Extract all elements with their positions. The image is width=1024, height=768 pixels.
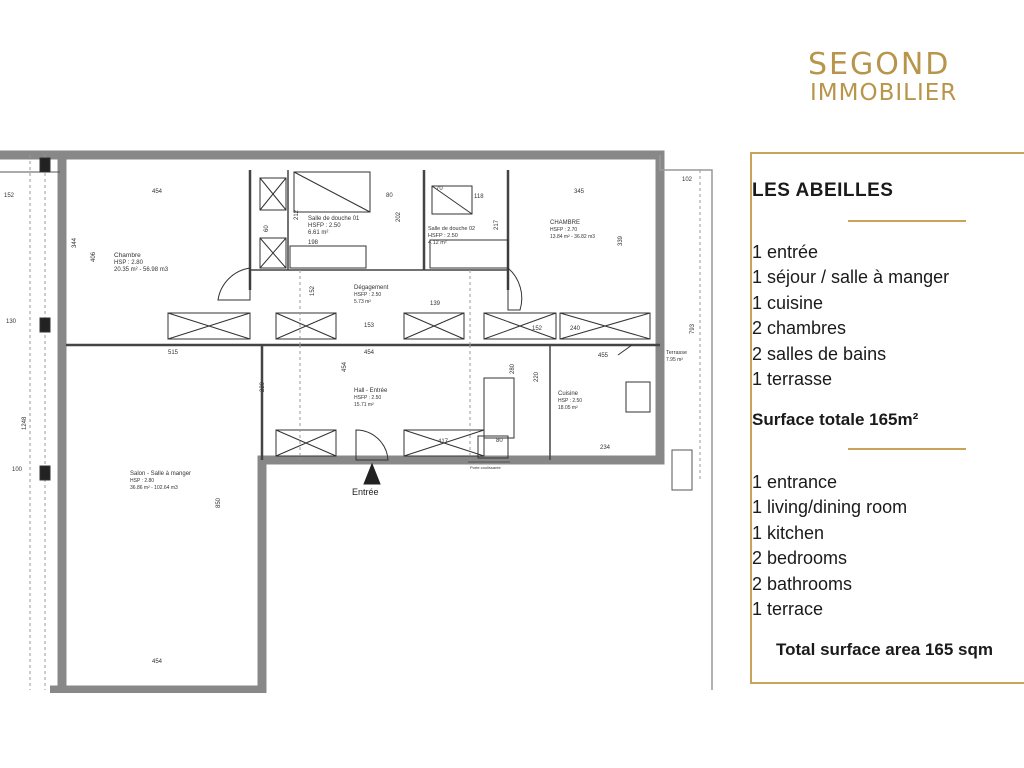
- company-logo: [808, 48, 1008, 106]
- dimension: 80: [386, 193, 393, 199]
- room-hsp: HSFP : 2.50: [428, 233, 458, 239]
- room-name: Salle de douche 01: [308, 216, 360, 222]
- room-hsp: HSFP : 2.50: [308, 223, 341, 229]
- dimension: 152: [4, 193, 15, 199]
- dimension: 240: [570, 326, 581, 332]
- dimension: 70: [436, 186, 443, 192]
- door: [618, 345, 632, 355]
- gold-divider: [848, 448, 966, 450]
- dimension: 280: [510, 363, 516, 374]
- room-area: 6.61 m²: [308, 230, 329, 236]
- feature-fr: 2 salles de bains: [752, 343, 887, 364]
- dimension: 212: [294, 209, 300, 220]
- dimension: 345: [574, 189, 585, 195]
- dimension: 454: [152, 659, 163, 665]
- dimension: 139: [430, 301, 441, 307]
- room-name: Cuisine: [558, 391, 579, 397]
- dimension: 234: [600, 445, 611, 451]
- features-list-fr: [752, 240, 1024, 392]
- dimension: 454: [342, 361, 348, 372]
- room-area: 4.12 m²: [428, 240, 447, 246]
- feature-en: 2 bedrooms: [752, 548, 848, 569]
- room-hsp: HSFP : 2.50: [354, 292, 382, 298]
- dimension: 417: [438, 439, 449, 445]
- dimension: 339: [618, 235, 624, 246]
- room-hsp: HSP : 2.80: [130, 478, 155, 484]
- property-info-card: [750, 152, 1024, 684]
- room-area: 36.86 m² - 102.64 m3: [130, 485, 178, 491]
- room-name: Dégagement: [354, 285, 389, 291]
- room-name: Chambre: [114, 252, 141, 259]
- feature-fr: 1 séjour / salle à manger: [752, 267, 950, 288]
- dimension: 153: [364, 323, 375, 329]
- dimension: 100: [12, 467, 23, 473]
- room-hsp: HSFP : 2.50: [354, 395, 382, 401]
- dimension: 130: [6, 319, 17, 325]
- dimension: 202: [396, 211, 402, 222]
- dimension: 850: [216, 497, 222, 508]
- dimension: 1248: [22, 416, 28, 430]
- dimension: 455: [598, 353, 609, 359]
- room-area: 18.05 m²: [558, 405, 578, 411]
- feature-fr: 1 terrasse: [752, 369, 833, 390]
- entry-arrow: [364, 464, 380, 484]
- terrace-rail: [672, 450, 692, 490]
- feature-en: 1 kitchen: [752, 522, 825, 543]
- room-area: 7.95 m²: [666, 357, 683, 363]
- room-name: Hall - Entrée: [354, 388, 388, 394]
- dimension: 406: [91, 251, 97, 262]
- dimension: 454: [364, 350, 375, 356]
- feature-en: 1 entrance: [752, 472, 838, 492]
- dimension: 152: [310, 285, 316, 296]
- guide-lines: [30, 155, 700, 690]
- features-list-en: [752, 470, 1024, 622]
- dimension: 344: [72, 237, 78, 248]
- dimension: 217: [494, 219, 500, 230]
- exterior-wall: [660, 155, 712, 690]
- dimension: 220: [260, 381, 266, 392]
- dimension: 220: [534, 371, 540, 382]
- dimension: 102: [682, 177, 693, 183]
- dimension: 454: [152, 189, 163, 195]
- room-name: CHAMBRE: [550, 220, 581, 226]
- feature-en: 2 bathrooms: [752, 573, 853, 594]
- door: [218, 268, 250, 300]
- feature-en: 1 living/dining room: [752, 497, 908, 518]
- dimension: 793: [690, 323, 696, 334]
- room-hsp: HSP : 2.80: [114, 260, 143, 266]
- dimension: 515: [168, 350, 179, 356]
- total-surface-fr: Surface totale 165m²: [752, 410, 919, 429]
- dimension: 118: [474, 194, 484, 200]
- dimension: 152: [532, 326, 543, 332]
- dimension: 60: [264, 225, 270, 232]
- room-hsp: HSP : 2.50: [558, 398, 583, 404]
- feature-fr: 2 chambres: [752, 318, 847, 339]
- closets: [168, 172, 650, 458]
- room-name: Salon - Salle à manger: [130, 471, 192, 477]
- entry-label: Entrée: [352, 487, 379, 497]
- floor-plan: [0, 148, 716, 693]
- feature-en: 1 terrace: [752, 599, 824, 620]
- room-hsp: HSFP : 2.70: [550, 227, 578, 233]
- sliding-door-label: Porte coulissante: [470, 465, 501, 470]
- feature-fr: 1 entrée: [752, 242, 819, 262]
- logo-line2: IMMOBILIER: [810, 80, 958, 106]
- room-name: Salle de douche 02: [428, 226, 476, 232]
- property-title: LES ABEILLES: [752, 180, 894, 201]
- door: [508, 268, 522, 310]
- room-area: 5.73 m²: [354, 299, 371, 305]
- room-name: Terrasse: [666, 350, 688, 356]
- room-area: 20.35 m² - 56.98 m3: [114, 267, 169, 273]
- gold-divider: [848, 220, 966, 222]
- room-area: 13.84 m² - 36.82 m3: [550, 234, 596, 240]
- room-area: 15.71 m²: [354, 402, 374, 408]
- total-surface-en: Total surface area 165 sqm: [776, 640, 994, 659]
- feature-fr: 1 cuisine: [752, 292, 824, 313]
- dimension: 80: [496, 438, 503, 444]
- dimension: 198: [308, 240, 319, 246]
- logo-line1: SEGOND: [808, 47, 951, 82]
